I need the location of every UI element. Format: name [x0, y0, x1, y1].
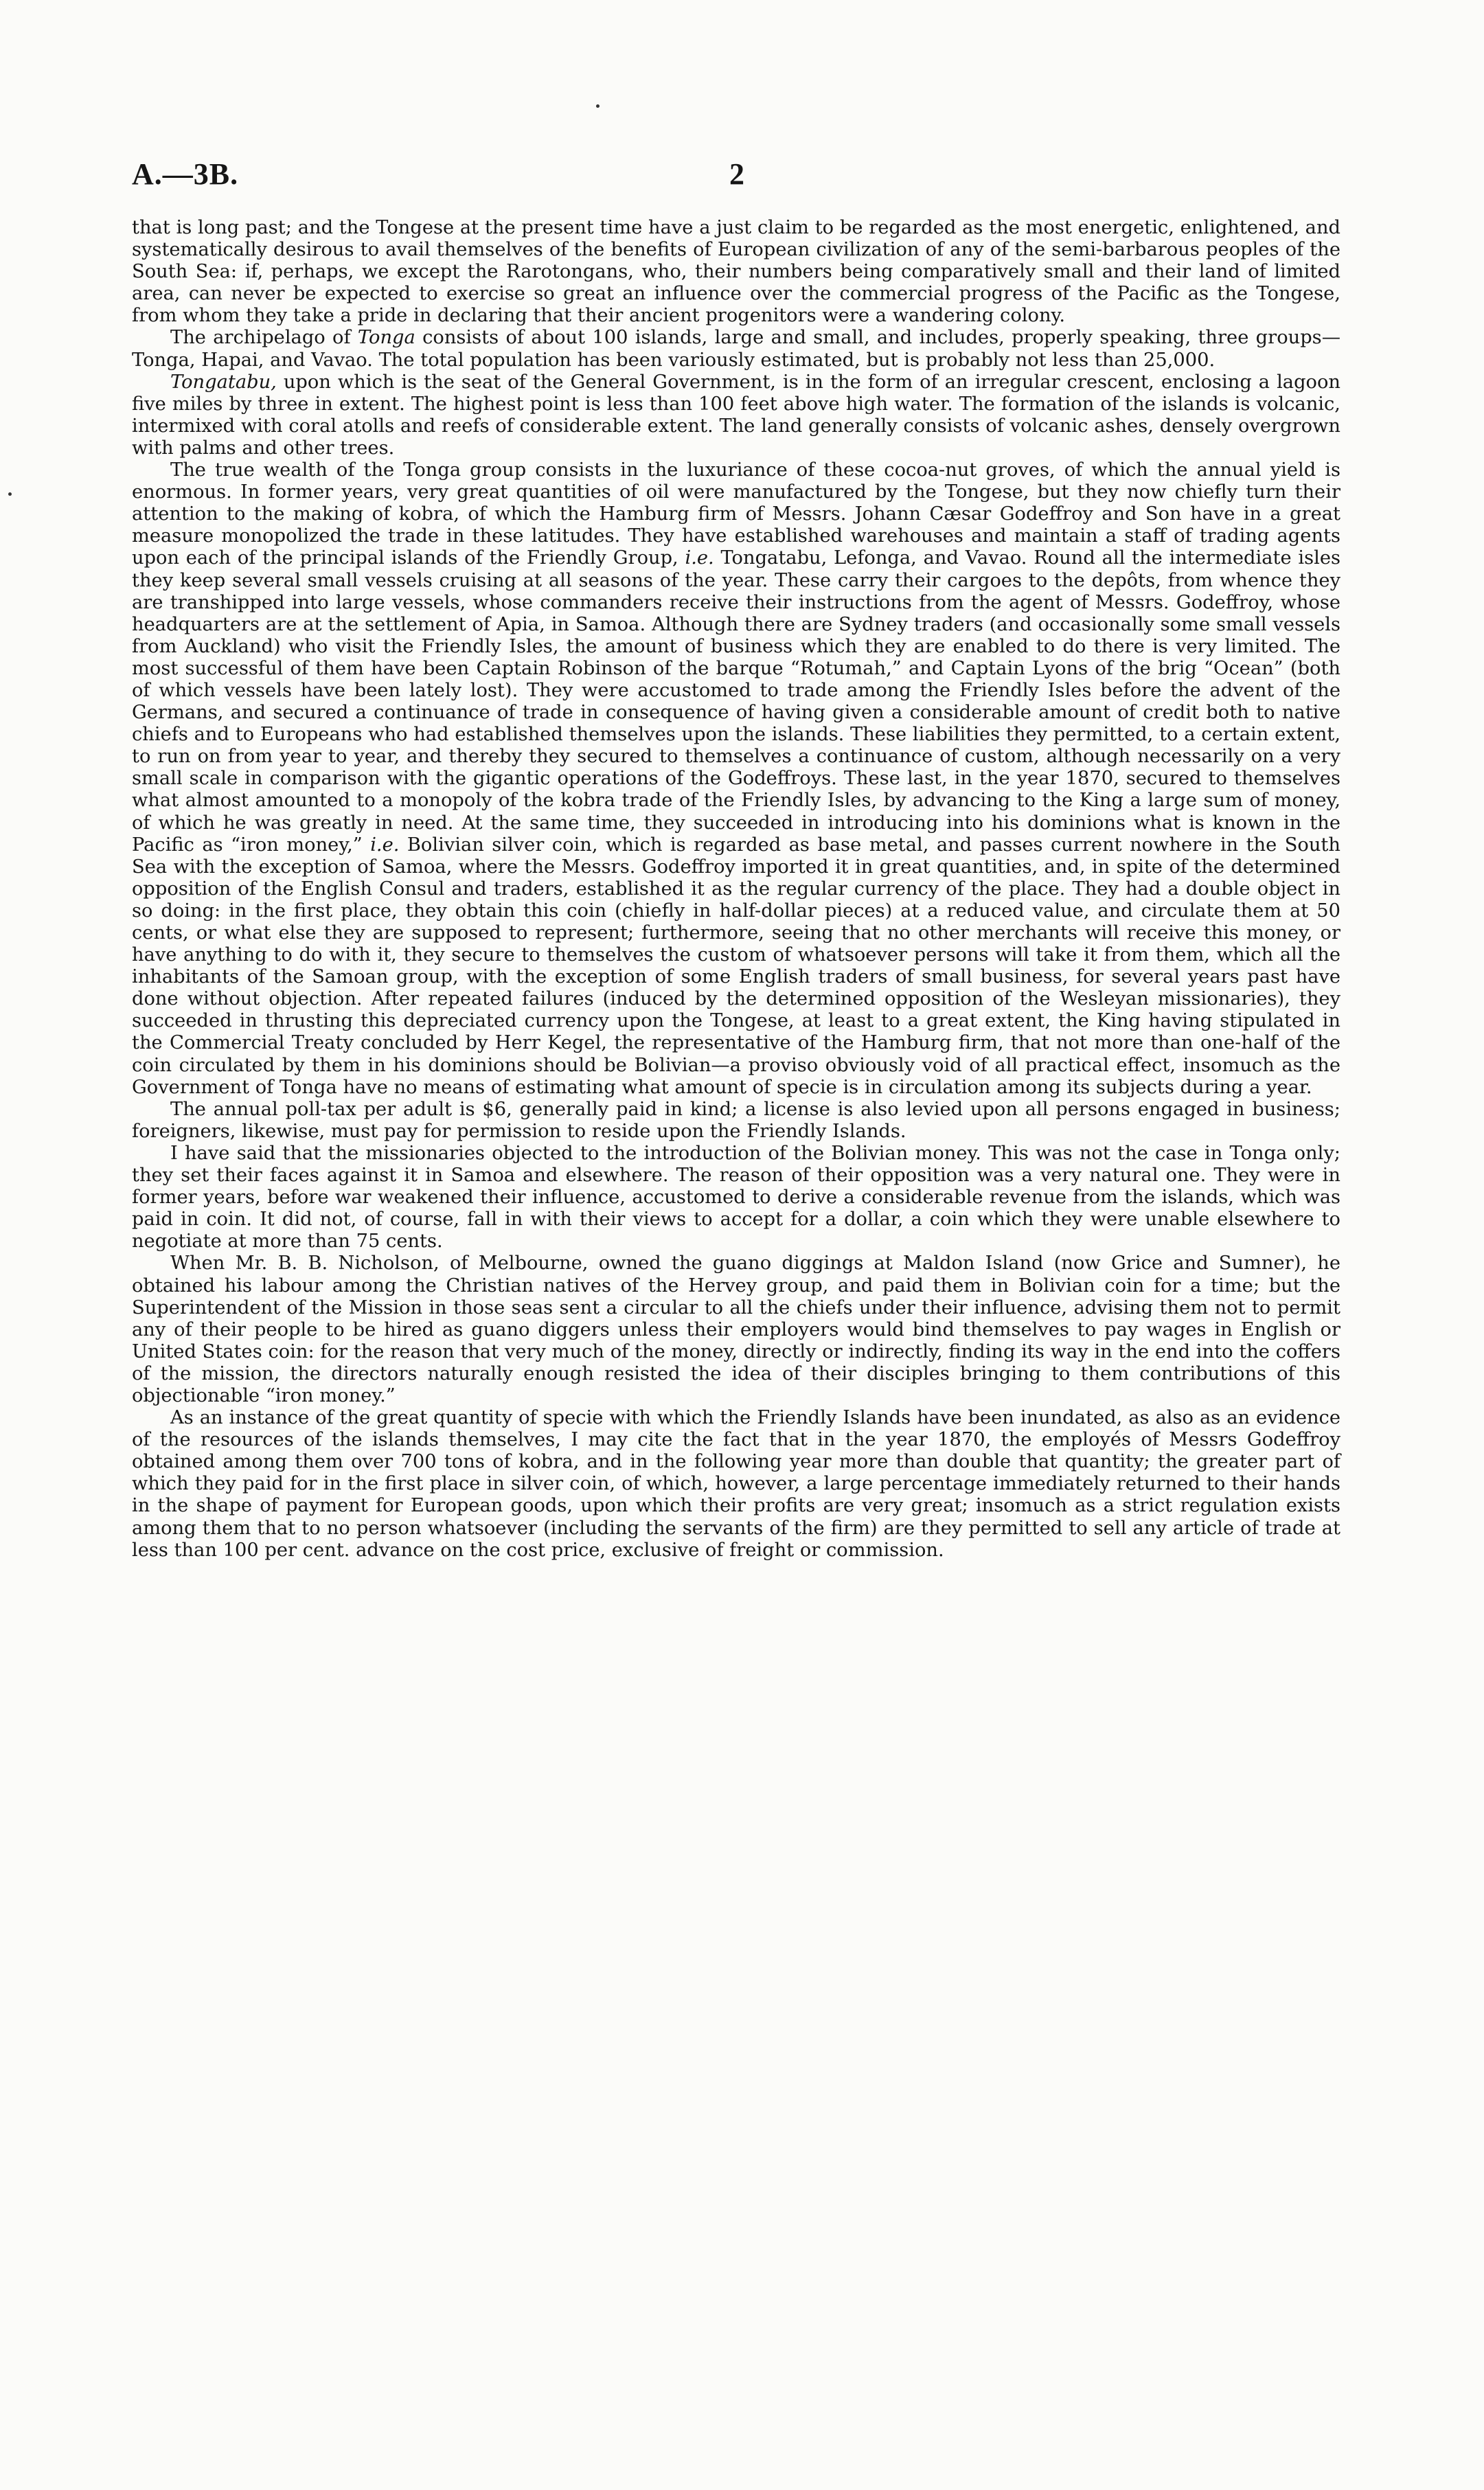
paragraph [132, 1407, 1340, 1562]
text-run: The archipelago of [170, 327, 358, 349]
text-run: The annual poll-tax per adult is $6, generally paid in kind; a license is also levied upon all persons engaged in business; foreigners, likewise, must pay for permission to reside upon the Friendly Islands. [132, 1098, 1340, 1142]
text-run: As an instance of the great quantity of specie with which the Friendly Islands have been inundated, as also as an evidence of the resources of the islands themselves, I may cite the fact that in the year 1870, the employés of Messrs Godeffroy obtained among them over 700 tons of kobra, and in the following year more than double that quantity; the greater part of which they paid for in the first place in silver coin, of which, however, a large percentage immediately returned to their hands in the shape of payment for European goods, upon which their profits are very great; insomuch as a strict regulation exists among them that to no person whatsoever (including the servants of the firm) are they permitted to sell any article of trade at less than 100 per cent. advance on the cost price, exclusive of freight or commission. [132, 1407, 1340, 1561]
document-reference: A.—3B. [132, 157, 239, 191]
text-run: that is long past; and the Tongese at the present time have a just claim to be regarded as the most energetic, enlightened, and systematically desirous to avail themselves of the benefits of European civilization of any of the semi-barbarous peoples of the South Sea: if, perhaps, we except the Rarotongans, who, their numbers being comparatively small and their land of limited area, can never be expected to exercise so great an influence over the commercial progress of the Pacific as the Tongese, from whom they take a pride in declaring that their ancient progenitors were a wandering colony. [132, 217, 1340, 327]
page-header [132, 157, 1352, 198]
paragraph [132, 1253, 1340, 1407]
text-run: consists of about 100 islands, large and small, and includes, properly speaking, three groups—Tonga, Hapai, and Vavao. The total population has been variously estimated, but is probably not less than 25,000. [132, 327, 1340, 371]
italic-text: i.e. [370, 834, 400, 856]
paragraph [132, 459, 1340, 1099]
text-run: The true wealth of the Tonga group consists in the luxuriance of these cocoa-nut groves, of which the annual yield is enormous. In former years, very great quantities of oil were manufactured by the Tongese, but they now chiefly turn their attention to the making of kobra, of which the Hamburg firm of Messrs. Johann Cæsar Godeffroy and Son have in a great measure monopolized the trade in these latitudes. They have established warehouses and maintain a staff of trading agents upon each of the principal islands of the Friendly Group, [132, 459, 1340, 569]
italic-text: Tongatabu, [170, 371, 277, 393]
italic-text: Tonga [357, 327, 415, 349]
text-run: upon which is the seat of the General Government, is in the form of an irregular crescent, enclosing a lagoon five miles by three in extent. The highest point is less than 100 feet above high water. The formation of the islands is volcanic, intermixed with coral atolls and reefs of considerable extent. The land generally consists of volcanic ashes, densely overgrown with palms and other trees. [132, 371, 1340, 459]
paragraph [132, 327, 1340, 371]
body-text [132, 217, 1340, 1562]
text-run: Bolivian silver coin, which is regarded as base metal, and passes current nowhere in the South Sea with the exception of Samoa, where the Messrs. Godeffroy imported it in great quantities, and, in spite of the determined opposition of the English Consul and traders, established it as the regular currency of the place. They had a double object in so doing: in the first place, they obtain this coin (chiefly in half-dollar pieces) at a reduced value, and circulate them at 50 cents, or what else they are supposed to represent; furthermore, seeing that no other merchants will receive this money, or have anything to do with it, they secure to themselves the custom of whatsoever persons will take it from them, which all the inhabitants of the Samoan group, with the exception of some English traders of small business, for several years past have done without objection. After repeated failures (induced by the determined opposition of the Wesleyan missionaries), they succeeded in thrusting this depreciated currency upon the Tongese, at least to a great extent, the King having stipulated in the Commercial Treaty concluded by Herr Kegel, the representative of the Hamburg firm, that not more than one-half of the coin circulated by them in his dominions should be Bolivian—a proviso obviously void of all practical effect, insomuch as the Government of Tonga have no means of estimating what amount of specie is in circulation among its subjects during a year. [132, 834, 1340, 1098]
page-number: 2 [729, 157, 744, 191]
paragraph [132, 1143, 1340, 1253]
italic-text: i.e. [685, 547, 714, 569]
scan-speck [8, 492, 12, 496]
paragraph [132, 217, 1340, 327]
text-run: I have said that the missionaries objected to the introduction of the Bolivian money. This was not the case in Tonga only; they set their faces against it in Samoa and elsewhere. The reason of their opposition was a very natural one. They were in former years, before war weakened their influence, accustomed to derive a considerable revenue from the islands, which was paid in coin. It did not, of course, fall in with their views to accept for a dollar, a coin which they were unable elsewhere to negotiate at more than 75 cents. [132, 1142, 1340, 1253]
paragraph [132, 1099, 1340, 1143]
scan-speck [596, 104, 600, 108]
text-run: When Mr. B. B. Nicholson, of Melbourne, owned the guano diggings at Maldon Island (now Grice and Sumner), he obtained his labour among the Christian natives of the Hervey group, and paid them in Bolivian coin for a time; but the Superintendent of the Mission in those seas sent a circular to all the chiefs under their influence, advising them not to permit any of their people to be hired as guano diggers unless their employers would bind themselves to pay wages in English or United States coin: for the reason that very much of the money, directly or indirectly, finding its way in the end into the coffers of the mission, the directors naturally enough resisted the idea of their disciples bringing to them contributions of this objectionable “iron money.” [132, 1253, 1340, 1406]
text-run: Tongatabu, Lefonga, and Vavao. Round all the intermediate isles they keep several small vessels cruising at all seasons of the year. These carry their cargoes to the depôts, from whence they are transhipped into large vessels, whose commanders receive their instructions from the agent of Messrs. Godeffroy, whose headquarters are at the settlement of Apia, in Samoa. Although there are Sydney traders (and occasionally some small vessels from Auckland) who visit the Friendly Isles, the amount of business which they are enabled to do there is very limited. The most successful of them have been Captain Robinson of the barque “Rotumah,” and Captain Lyons of the brig “Ocean” (both of which vessels have been lately lost). They were accustomed to trade among the Friendly Isles before the advent of the Germans, and secured a continuance of trade in consequence of having given a considerable amount of credit both to native chiefs and to Europeans who had established themselves upon the islands. These liabilities they permitted, to a certain extent, to run on from year to year, and thereby they secured to themselves a continuance of custom, although necessarily on a very small scale in comparison with the gigantic operations of the Godeffroys. These last, in the year 1870, secured to themselves what almost amounted to a monopoly of the kobra trade of the Friendly Isles, by advancing to the King a large sum of money, of which he was greatly in need. At the same time, they succeeded in introducing into his dominions what is known in the Pacific as “iron money,” [132, 547, 1340, 856]
paragraph [132, 372, 1340, 459]
